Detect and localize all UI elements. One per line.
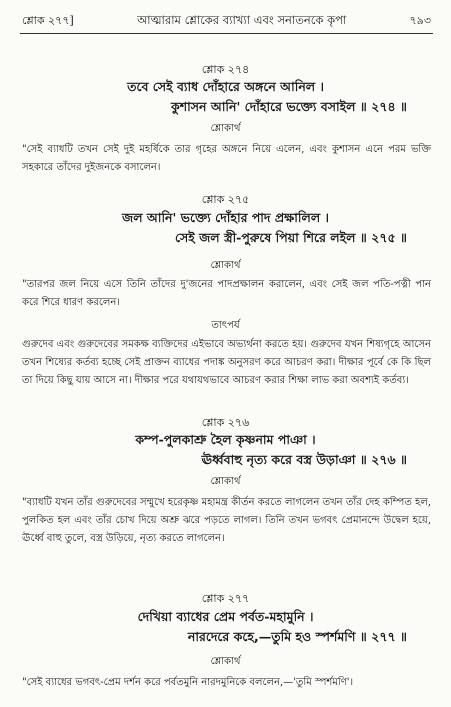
- verse-text: [0, 208, 451, 248]
- translation-heading: [0, 654, 451, 671]
- verse-text: [0, 77, 451, 117]
- verse-line-2: নারদেরে কহে,—তুমি হও স্পর্শমণি ॥ ২৭৭ ॥: [187, 629, 407, 644]
- verse-number: শ্লোক ২৭৪: [201, 63, 250, 76]
- verse-line-2: কুশাসন আনি' দোঁহারে ভক্ত্যে বসাইল ॥ ২৭৪ ॥: [170, 99, 407, 114]
- purport-label: তাৎপর্য: [211, 320, 240, 331]
- header-chapter-title: আত্মারাম শ্লোকের ব্যাখ্যা এবং সনাতনকে কৃপা: [137, 12, 347, 27]
- verse-line-1: তবে সেই ব্যাধ দোঁহারে অঙ্গনে আনিল ।: [127, 79, 324, 94]
- purport-heading: [0, 318, 451, 335]
- translation-heading: [0, 474, 451, 491]
- verse-number: শ্লোক ২৭৫: [201, 193, 250, 206]
- translation-paragraph: "তারপর জল নিয়ে এসে তিনি তাঁদের দু'জনের পাদপ্রক্ষালন করালেন, এবং সেই জল পতি-পত্নী পান করে শিরে ধারণ করলেন।: [22, 279, 431, 308]
- verse-number: শ্লোক ২৭৭: [201, 592, 250, 605]
- translation-paragraph: "সেই ব্যাধের ভগবৎ-প্রেম দর্শন করে পর্বতমুনি নারদমুনিকে বললেন,—'তুমি স্পর্শমণি'।: [22, 677, 354, 688]
- translation-heading: [0, 258, 451, 275]
- verse-number: শ্লোক ২৭৬: [201, 416, 250, 429]
- running-header: [22, 10, 431, 32]
- translation-heading: [0, 121, 451, 138]
- verse-text: [0, 430, 451, 470]
- header-rule: [20, 33, 433, 34]
- translation-label: শ্লোকার্থ: [210, 123, 241, 134]
- verse-line-1: কম্প-পুলকাশ্রু হৈল কৃষ্ণনাম পাঞা ।: [135, 432, 316, 447]
- header-verse-ref: শ্লোক ২৭৭]: [22, 13, 74, 27]
- translation-label: শ্লোকার্থ: [210, 656, 241, 667]
- translation-paragraph: "সেই ব্যাধটি তখন সেই দুই মহর্ষিকে তার গৃহের অঙ্গনে নিয়ে এলেন, এবং কুশাসন এনে পরম ভক্তি সহকারে তাঁদের দুইজনকে বসালেন।: [22, 144, 431, 173]
- translation-label: শ্লোকার্থ: [210, 476, 241, 487]
- verse-text: [0, 607, 451, 647]
- verse-line-1: জল আনি' ভক্ত্যে দোঁহার পাদ প্রক্ষালিল ।: [122, 210, 329, 225]
- page-number: ৭৯৩: [409, 13, 431, 27]
- verse-line-2: ঊর্ধ্ববাহু নৃত্য করে বস্ত্র উড়াঞা ॥ ২৭৬ ॥: [201, 452, 407, 467]
- verse-line-2: সেই জল স্ত্রী-পুরুষে পিয়া শিরে লইল ॥ ২৭৫ ॥: [174, 230, 407, 245]
- translation-paragraph: "ব্যাধটি যখন তাঁর গুরুদেবের সম্মুখে হরেকৃষ্ণ মহামন্ত্র কীর্তন করতে লাগলেন তখন তাঁর দেহ কম্পিত হল, পুলকিত হল এবং তাঁর চোখ দিয়ে অশ্রু ঝরে পড়তে লাগল। তিনি তখন ভগবৎ প্রেমানন্দে উদ্বেল হয়ে, ঊর্ধ্বে বাহু তুলে, বস্ত্র উড়িয়ে, নৃত্য করতে লাগলেন।: [22, 497, 431, 544]
- translation-label: শ্লোকার্থ: [210, 260, 241, 271]
- verse-line-1: দেখিয়া ব্যাধের প্রেম পর্বত-মহামুনি ।: [137, 609, 314, 624]
- purport-paragraph: গুরুদেব এবং গুরুদেবের সমকক্ষ ব্যক্তিদের এইভাবে অভ্যর্থনা করতে হয়। গুরুদেব যখন শিষ্যগৃহে আসেন তখন শিষ্যের কর্তব্য হচ্ছে সেই প্রাক্তন ব্যাধের পদাঙ্ক অনুসরণ করে আচরণ করা। দীক্ষার পূর্বে কে কি ছিল তা দিয়ে কিছু যায় আসে না। দীক্ষার পরে যথাযথভাবে আচরণ করার শিক্ষা লাভ করা অবশ্যই কর্তব্য।: [22, 339, 431, 386]
